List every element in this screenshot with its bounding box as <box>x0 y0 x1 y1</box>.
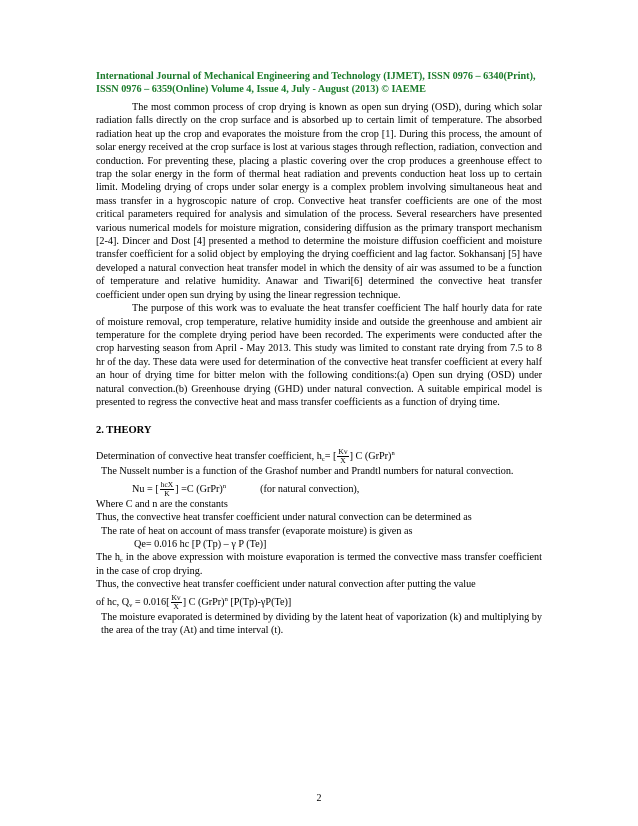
page-content <box>96 70 542 637</box>
page-number: 2 <box>316 793 322 804</box>
theory-line-9: Thus, the convective heat transfer coefficient under natural convection after putting the value <box>96 579 476 591</box>
theory-line-1: Determination of convective heat transfer coefficient, $h_c=$ [ $\frac{Kv}{X}$ ] C (GrPr)$^n$ <box>96 447 395 466</box>
fraction: $\frac{\text{hcX}}{K}$ <box>160 479 174 498</box>
theory-line-6: The rate of heat on account of mass transfer (evaporate moisture) is given as <box>101 525 413 537</box>
fraction: $\frac{Kv}{X}$ <box>171 592 181 611</box>
theory-line-5: Thus, the convective heat transfer coefficient under natural convection can be determined as <box>96 512 472 524</box>
theory-line-11: The moisture evaporated is determined by dividing by the latent heat of vaporization (k) and multiplying by the area of the tray (At) and time interval (t). <box>101 611 542 636</box>
journal-header: International Journal of Mechanical Engineering and Technology (IJMET), ISSN 0976 – 6340(Print), ISSN 0976 – 6359(Online) Volume 4, Issue 4, July - August (2013) © IAEME <box>96 71 536 95</box>
intro-paragraph: The most common process of crop drying is known as open sun drying (OSD), during which solar radiation falls directly on the crop surface and is absorbed up to certain limit of temperature. The absorbed radiation heat up the crop and evaporates the moisture from the crop [1]. During this process, the amount of solar energy received at the crop surface is lost at various stages through reflection, radiation, convection and conduction. For preventing these, placing a plastic covering over the crop produces a greenhouse effect to trap the solar energy in the form of thermal heat radiation and prevents conduction heat loss up to certain limit. Modeling drying of crops under solar energy is a complex problem involving simultaneous heat and mass transfer in a hygroscopic nature of crop. Convective heat transfer coefficients are one of the most critical parameters required for analysis and simulation of the process. Several researchers have presented various numerical models for moisture migration, considering diffusion as the primary transport mechanism [2-4]. Dincer and Dost [4] presented a method to determine the moisture diffusion coefficient and moisture transfer coefficient for a solid object by employing the drying coefficient and lag factor. Sokhansanj [5] have developed a natural convection heat transfer model in which the density of air was assumed to be a function of temperature and relative humidity. Anawar and Tiwari[6] determined the convective heat transfer coefficient under open sun drying by using the linear regression technique. <box>96 102 542 301</box>
nusselt-equation: Nu = [ $\frac{\text{hcX}}{K}$ ] =C (GrPr)$^n$ (for natural convection), <box>132 479 360 498</box>
section-heading: 2. THEORY <box>96 425 152 437</box>
theory-line-4: Where C and n are the constants <box>96 498 228 510</box>
mass-transfer-equation: Qe= 0.016 hc [P (Tp) – γ P (Te)] <box>134 538 267 550</box>
purpose-paragraph: The purpose of this work was to evaluate the heat transfer coefficient The half hourly data for rate of moisture removal, crop temperature, relative humidity inside and outside the greenhouse and ambient air temperature for the complete drying period have been recorded. The experiments were conducted after the crop harvesting season from April - May 2013. This study was limited to constant rate drying from 7.5 to 8 hr of the day. These data were used for determination of the convective heat transfer coefficient at every half an hour of drying time for bitter melon with the following conditions:(a) Open sun drying (OSD) under natural convection.(b) Greenhouse drying (GHD) under natural convection. A suitable empirical model is presented to regress the convective heat and mass transfer coefficients as a function of drying time. <box>96 303 542 408</box>
theory-line-8: The $h_c$ in the above expression with moisture evaporation is termed the convective mass transfer coefficient in the case of crop drying. <box>96 552 542 577</box>
evaporation-equation: of hc, $Q_v = 0.016$[ $\frac{Kv}{X}$ ] C (GrPr)$^n$ [P(Tp)-γP(Te)] <box>96 592 292 611</box>
fraction: $\frac{Kv}{X}$ <box>338 447 348 466</box>
theory-line-2: The Nusselt number is a function of the Grashof number and Prandtl numbers for natural convection. <box>101 466 514 478</box>
